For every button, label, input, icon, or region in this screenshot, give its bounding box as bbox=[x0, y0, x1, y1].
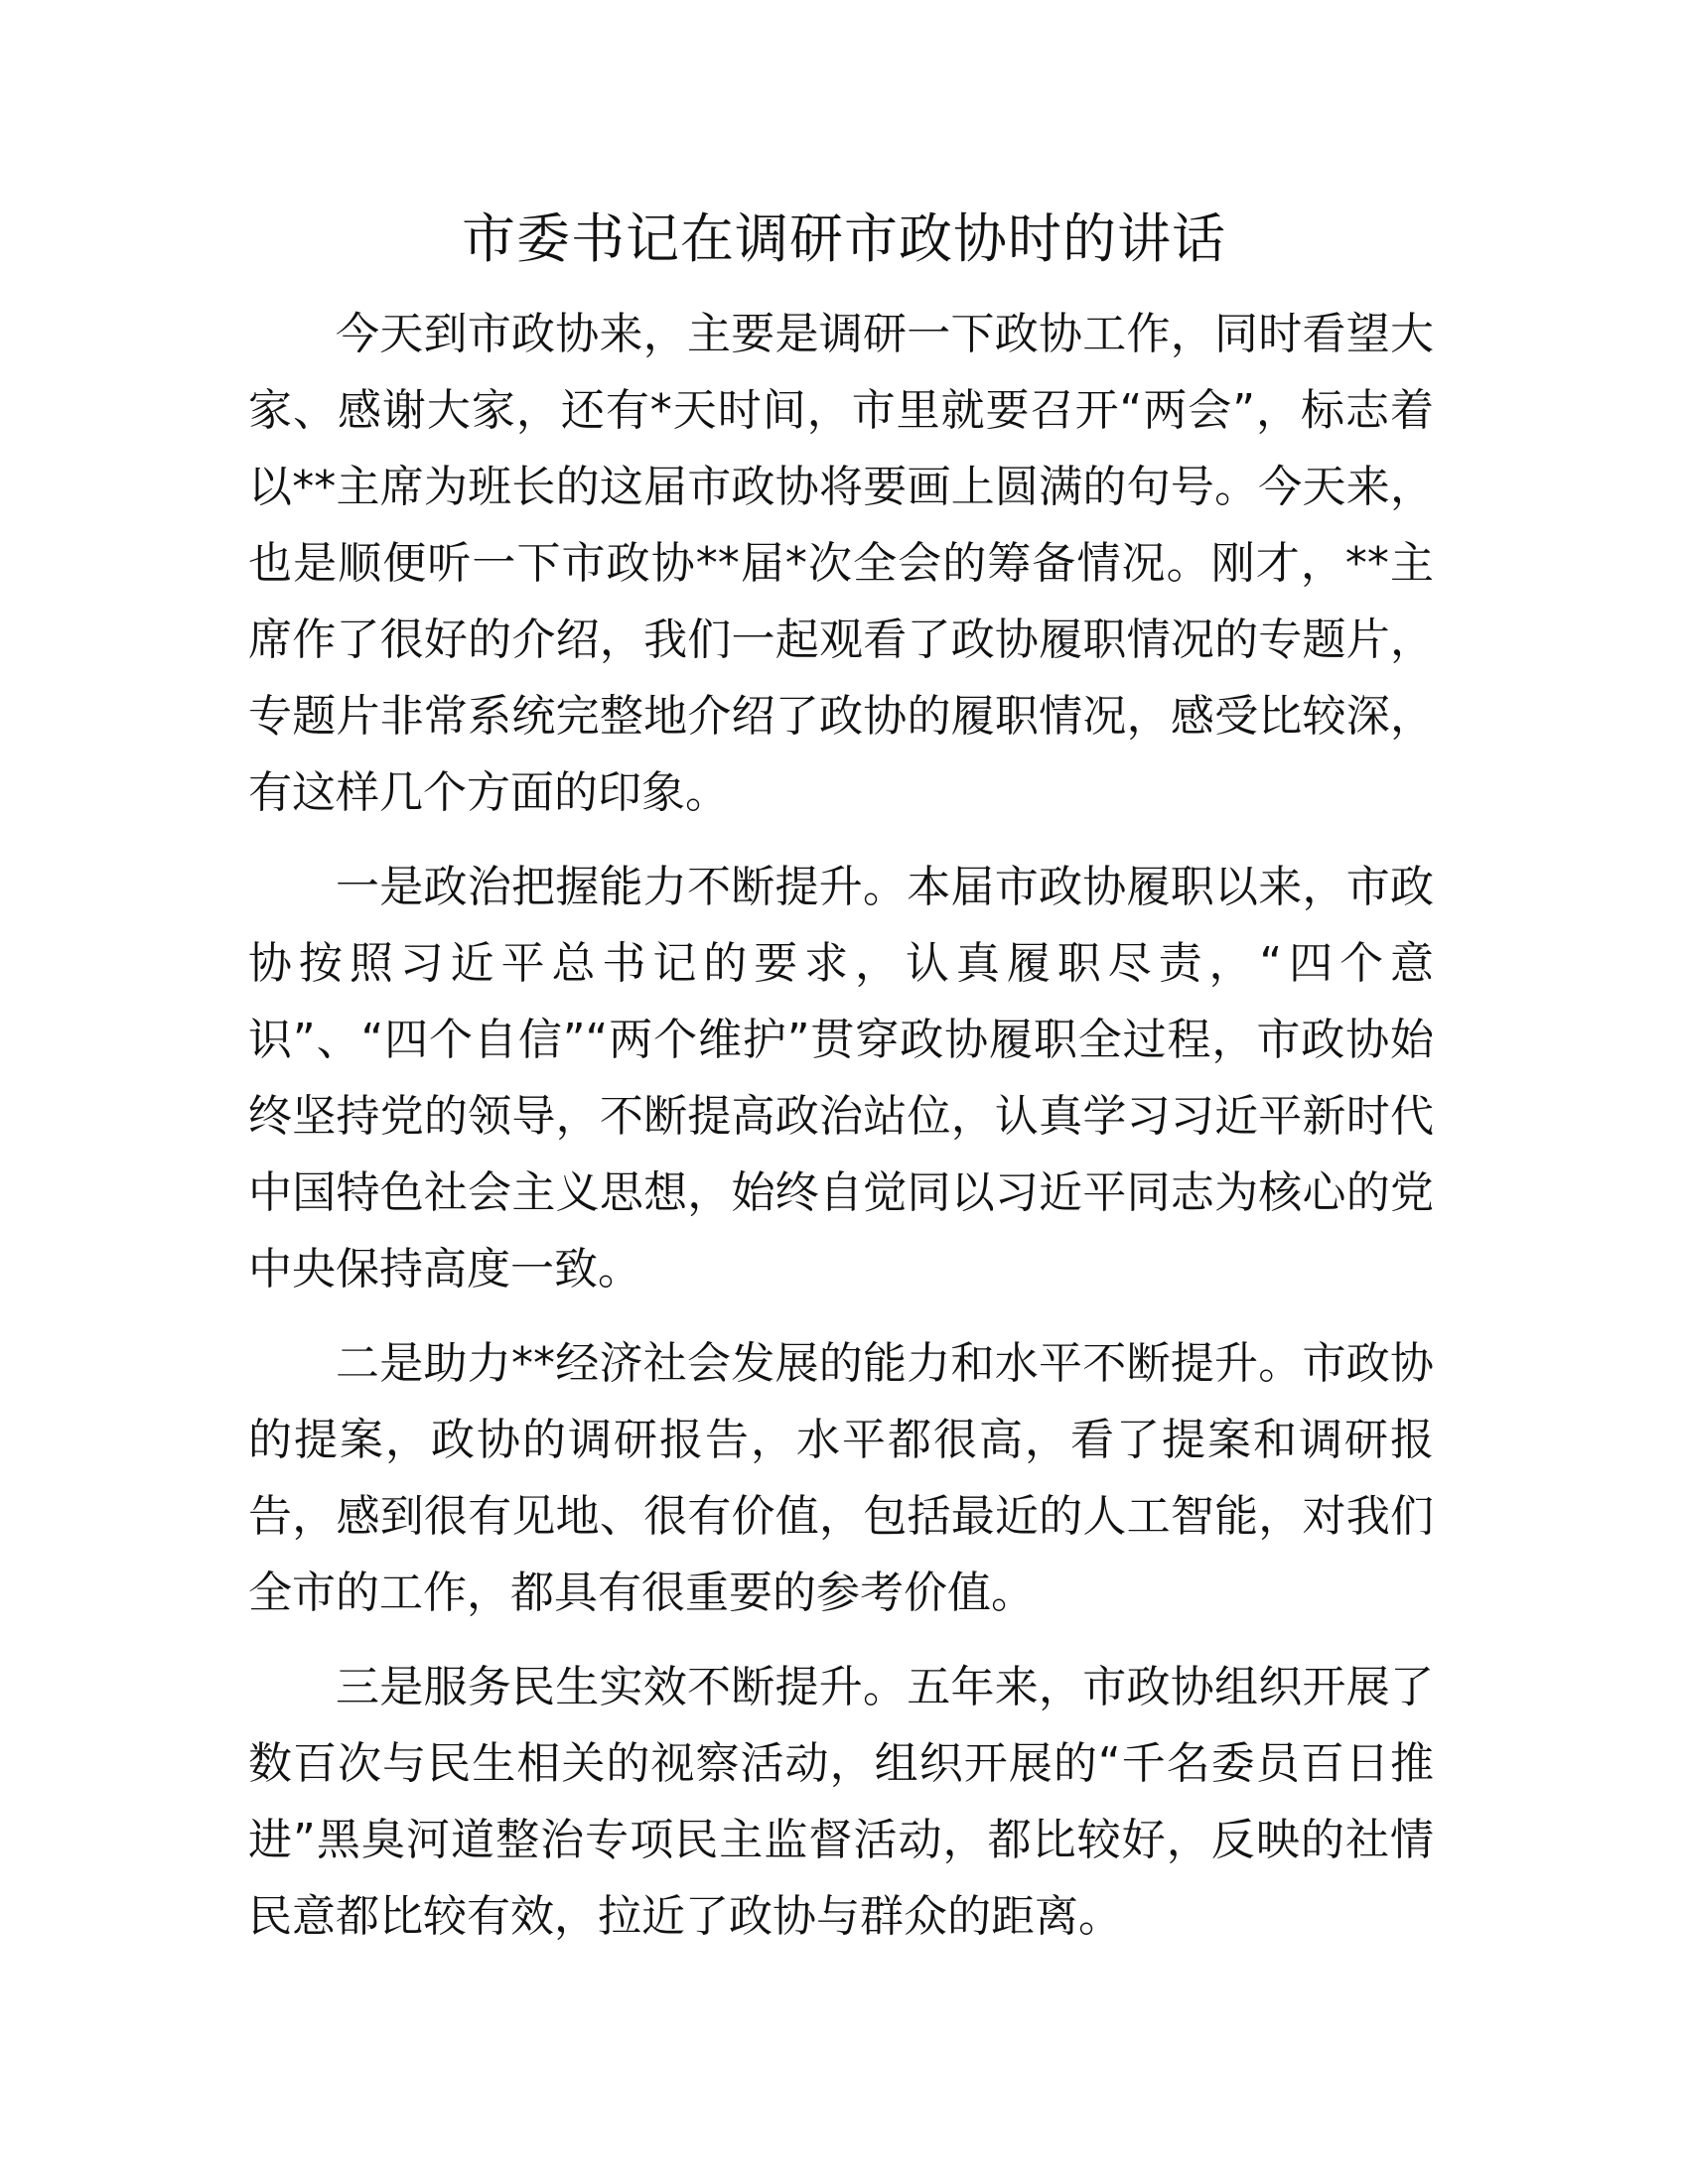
paragraph-point-three: 三是服务民生实效不断提升。五年来，市政协组织开展了数百次与民生相关的视察活动，组织开展的“千名委员百日推进”黑臭河道整治专项民主监督活动，都比较好，反映的社情民意都比较有效，拉近了政协与群众的距离。 bbox=[248, 1662, 1434, 1942]
document-title: 市委书记在调研市政协时的讲话 bbox=[462, 207, 1226, 270]
paragraph-point-one: 一是政治把握能力不断提升。本届市政协履职以来，市政协按照习近平总书记的要求，认真履职尽责，“四个意识”、“四个自信”“两个维护”贯穿政协履职全过程，市政协始终坚持党的领导，不断提高政治站位，认真学习习近平新时代中国特色社会主义思想，始终自觉同以习近平同志为核心的党中央保持高度一致。 bbox=[248, 862, 1434, 1295]
document-body bbox=[248, 296, 1434, 1973]
paragraph-point-two: 二是助力**经济社会发展的能力和水平不断提升。市政协的提案，政协的调研报告，水平都很高，看了提案和调研报告，感到很有见地、很有价值，包括最近的人工智能，对我们全市的工作，都具有很重要的参考价值。 bbox=[248, 1338, 1434, 1618]
paragraph-intro: 今天到市政协来，主要是调研一下政协工作，同时看望大家、感谢大家，还有*天时间，市里就要召开“两会”，标志着以**主席为班长的这届市政协将要画上圆满的句号。今天来，也是顺便听一下市政协**届*次全会的筹备情况。刚才，**主席作了很好的介绍，我们一起观看了政协履职情况的专题片，专题片非常系统完整地介绍了政协的履职情况，感受比较深，有这样几个方面的印象。 bbox=[248, 309, 1434, 818]
